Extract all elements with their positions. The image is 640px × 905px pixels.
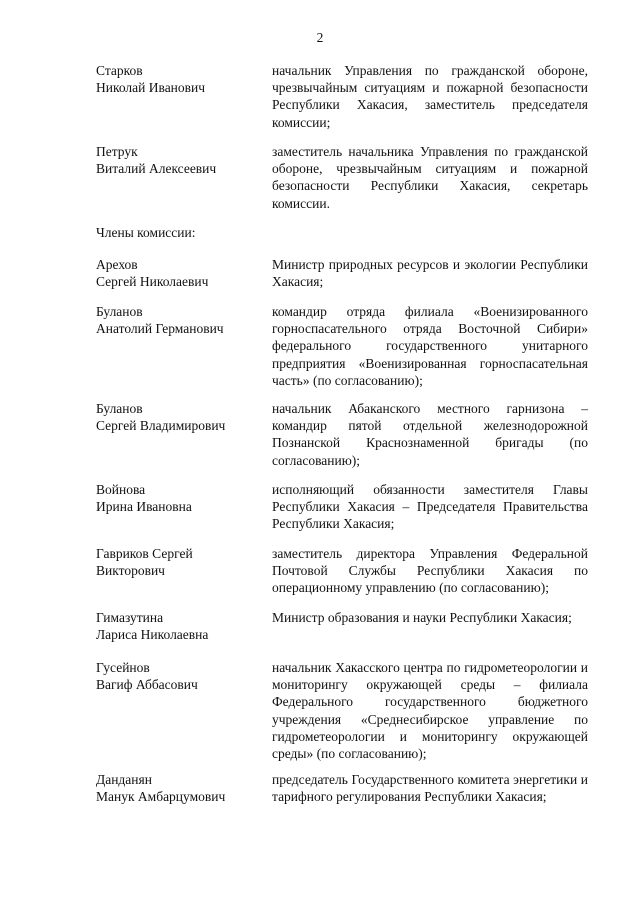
member-given-name: Сергей Николаевич: [96, 274, 209, 290]
member-given-name: Вагиф Аббасович: [96, 677, 198, 693]
member-role: начальник Управления по гражданской обороне, чрезвычайным ситуациям и пожарной безопасности Республики Хакасия, заместитель председателя комиссии;: [272, 63, 588, 130]
member-name: [96, 62, 264, 96]
member-role: начальник Хакасского центра по гидрометеорологии и мониторингу окружающей среды – филиала Федерального государственного бюджетного учреждения «Среднесибирское управление по гидрометеорологии и мониторингу окружающей среды» (по согласованию);: [272, 660, 588, 762]
member-name: [96, 771, 264, 805]
member-surname: Арехов: [96, 257, 138, 272]
member-name: [96, 303, 264, 337]
member-surname: Петрук: [96, 144, 138, 159]
member-given-name: Николай Иванович: [96, 80, 206, 96]
member-given-name: Викторович: [96, 563, 165, 579]
member-given-name: Сергей Владимирович: [96, 418, 226, 434]
member-name: [96, 143, 264, 177]
member-surname: Гусейнов: [96, 660, 150, 675]
member-role: исполняющий обязанности заместителя Главы Республики Хакасия – Председателя Правительства Республики Хакасия;: [272, 482, 588, 532]
member-role: председатель Государственного комитета энергетики и тарифного регулирования Республики Хакасия;: [272, 772, 588, 805]
member-surname: Буланов: [96, 304, 143, 319]
member-surname: Данданян: [96, 772, 152, 787]
member-surname: Гавриков Сергей: [96, 546, 193, 561]
member-surname: Гимазутина: [96, 610, 164, 625]
member-name: [96, 545, 264, 579]
member-given-name: Виталий Алексеевич: [96, 161, 217, 177]
member-role: заместитель директора Управления Федеральной Почтовой Службы Республики Хакасия по операционному управлению (по согласованию);: [272, 546, 588, 596]
member-surname: Войнова: [96, 482, 146, 497]
member-surname: Буланов: [96, 401, 143, 416]
member-given-name: Лариса Николаевна: [96, 627, 209, 643]
member-given-name: Манук Амбарцумович: [96, 789, 226, 805]
member-role: командир отряда филиала «Военизированного горноспасательного отряда Восточной Сибири» федерального государственного унитарного предприятия «Военизированная горноспасательная часть» (по согласованию);: [272, 304, 588, 388]
member-given-name: Анатолий Германович: [96, 321, 224, 337]
member-given-name: Ирина Ивановна: [96, 499, 192, 515]
member-surname: Старков: [96, 63, 143, 78]
member-role: Министр образования и науки Республики Хакасия;: [272, 610, 572, 625]
member-role: Министр природных ресурсов и экологии Республики Хакасия;: [272, 257, 588, 290]
member-name: [96, 481, 264, 515]
section-heading: Члены комиссии:: [96, 225, 196, 240]
member-name: [96, 256, 264, 290]
member-role: заместитель начальника Управления по гражданской обороне, чрезвычайным ситуациям и пожарной безопасности Республики Хакасия, секретарь комиссии.: [272, 144, 588, 211]
page-number: 2: [316, 30, 324, 45]
member-name: [96, 400, 264, 434]
member-role: начальник Абаканского местного гарнизона – командир пятой отдельной железнодорожной Познанской Краснознаменной бригады (по согласованию);: [272, 401, 588, 468]
member-name: [96, 659, 264, 693]
member-name: [96, 609, 264, 643]
